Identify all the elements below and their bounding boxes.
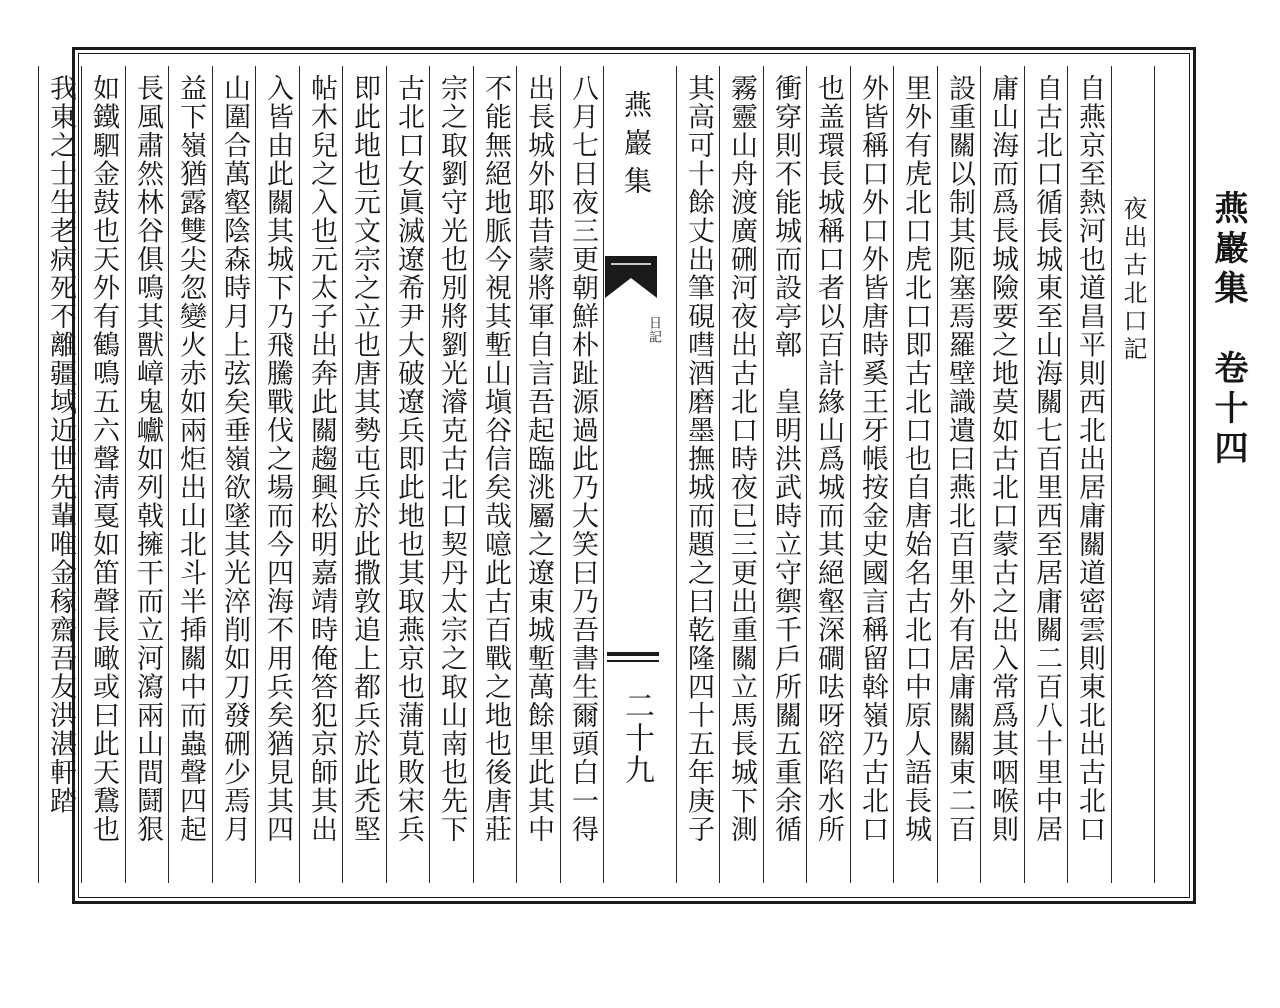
text-column: 衝穿則不能城而設亭鄣 皇明洪武時立守禦千戶所關五重余循 bbox=[770, 74, 801, 844]
text-column: 入皆由此關其城下乃飛騰戰伐之場而今四海不用兵矣猶見其四 bbox=[262, 74, 293, 844]
column-rule bbox=[763, 66, 764, 883]
page-number: 二十九 bbox=[619, 690, 654, 786]
column-rule bbox=[38, 66, 39, 883]
text-column: 外皆稱口外口外皆唐時奚王牙帳按金史國言稱留斡嶺乃古北口 bbox=[857, 74, 888, 844]
column-rule bbox=[560, 66, 561, 883]
text-column: 古北口女眞滅遼希尹大破遼兵即此地也其取燕京也蒲莧敗宋兵 bbox=[393, 74, 424, 844]
text-column: 霧靈山舟渡廣硎河夜出古北口時夜已三更出重關立馬長城下測 bbox=[726, 74, 757, 844]
running-head bbox=[1204, 190, 1252, 470]
text-column: 設重關以制其阨塞焉羅壁識遺曰燕北百里外有居庸關關東二百 bbox=[944, 74, 975, 844]
section-heading: 夜出古北口記 bbox=[1119, 196, 1147, 364]
column-rule bbox=[1024, 66, 1025, 883]
column-rule bbox=[125, 66, 126, 883]
gutter-section-label: 日記 bbox=[646, 316, 661, 344]
text-column: 自燕京至熱河也道昌平則西北出居庸關道密雲則東北出古北口 bbox=[1074, 74, 1105, 844]
gutter-book-name: 燕巖集 bbox=[620, 90, 653, 204]
column-rule bbox=[937, 66, 938, 883]
text-column: 其高可十餘丈出筆硯嘒酒磨墨撫城而題之曰乾隆四十五年庚子 bbox=[683, 74, 714, 844]
text-column: 出長城外耶昔蒙將軍自言吾起臨洮屬之遼東城塹萬餘里此其中 bbox=[523, 74, 554, 844]
text-column: 八月七日夜三更朝鮮朴趾源過此乃大笑曰乃吾書生爾頭白一得 bbox=[567, 74, 598, 844]
text-column: 我東之士生老病死不離疆域近世先輩唯金稼齋吾友洪湛軒踏 bbox=[45, 74, 76, 815]
column-rule bbox=[850, 66, 851, 883]
column-rule bbox=[473, 66, 474, 883]
text-column: 自古北口循長城東至山海關七百里西至居庸關二百八十里中居 bbox=[1031, 74, 1062, 844]
column-rule bbox=[676, 66, 677, 883]
column-rule bbox=[212, 66, 213, 883]
text-column: 即此地也元文宗之立也唐其勢屯兵於此撒敦追上都兵於此禿堅 bbox=[349, 74, 380, 844]
text-column: 如鐵駟金鼓也天外有鶴鳴五六聲淸戛如笛聲長噉或曰此天鵞也 bbox=[88, 74, 119, 844]
text-column: 宗之取劉守光也別將劉光濬克古北口契丹太宗之取山南也先下 bbox=[436, 74, 467, 844]
text-column: 長風肅然林谷俱鳴其獸嶂鬼巘如列戟擁干而立河瀉兩山間鬪狠 bbox=[132, 74, 163, 844]
column-rule bbox=[1111, 66, 1112, 883]
text-column: 益下嶺猶露雙尖忽變火赤如兩炬出山北斗半揷關中而蟲聲四起 bbox=[175, 74, 206, 844]
book-title: 燕巖集 bbox=[1208, 190, 1248, 310]
text-column: 不能無絕地脈今視其塹山塡谷信矣哉噫此古百戰之地也後唐莊 bbox=[480, 74, 511, 844]
text-column: 也盖環長城稱口者以百計緣山爲城而其絕壑深磵呿呀谾陷水所 bbox=[813, 74, 844, 844]
text-column: 庸山海而爲長城險要之地莫如古北口蒙古之出入常爲其咽喉則 bbox=[987, 74, 1018, 844]
volume-label: 卷十四 bbox=[1208, 350, 1248, 470]
text-column: 山圍合萬壑陰森時月上弦矣垂嶺欲墜其光淬削如刀發硎少焉月 bbox=[219, 74, 250, 844]
gutter-rule bbox=[607, 652, 659, 664]
fishtail-ornament bbox=[603, 252, 659, 302]
column-rule bbox=[386, 66, 387, 883]
column-rule bbox=[299, 66, 300, 883]
text-column: 里外有虎北口虎北口即古北口也自唐始名古北口中原人語長城 bbox=[900, 74, 931, 844]
text-column: 帖木兒之入也元太子出奔此關趨興松明嘉靖時俺答犯京師其出 bbox=[306, 74, 337, 844]
